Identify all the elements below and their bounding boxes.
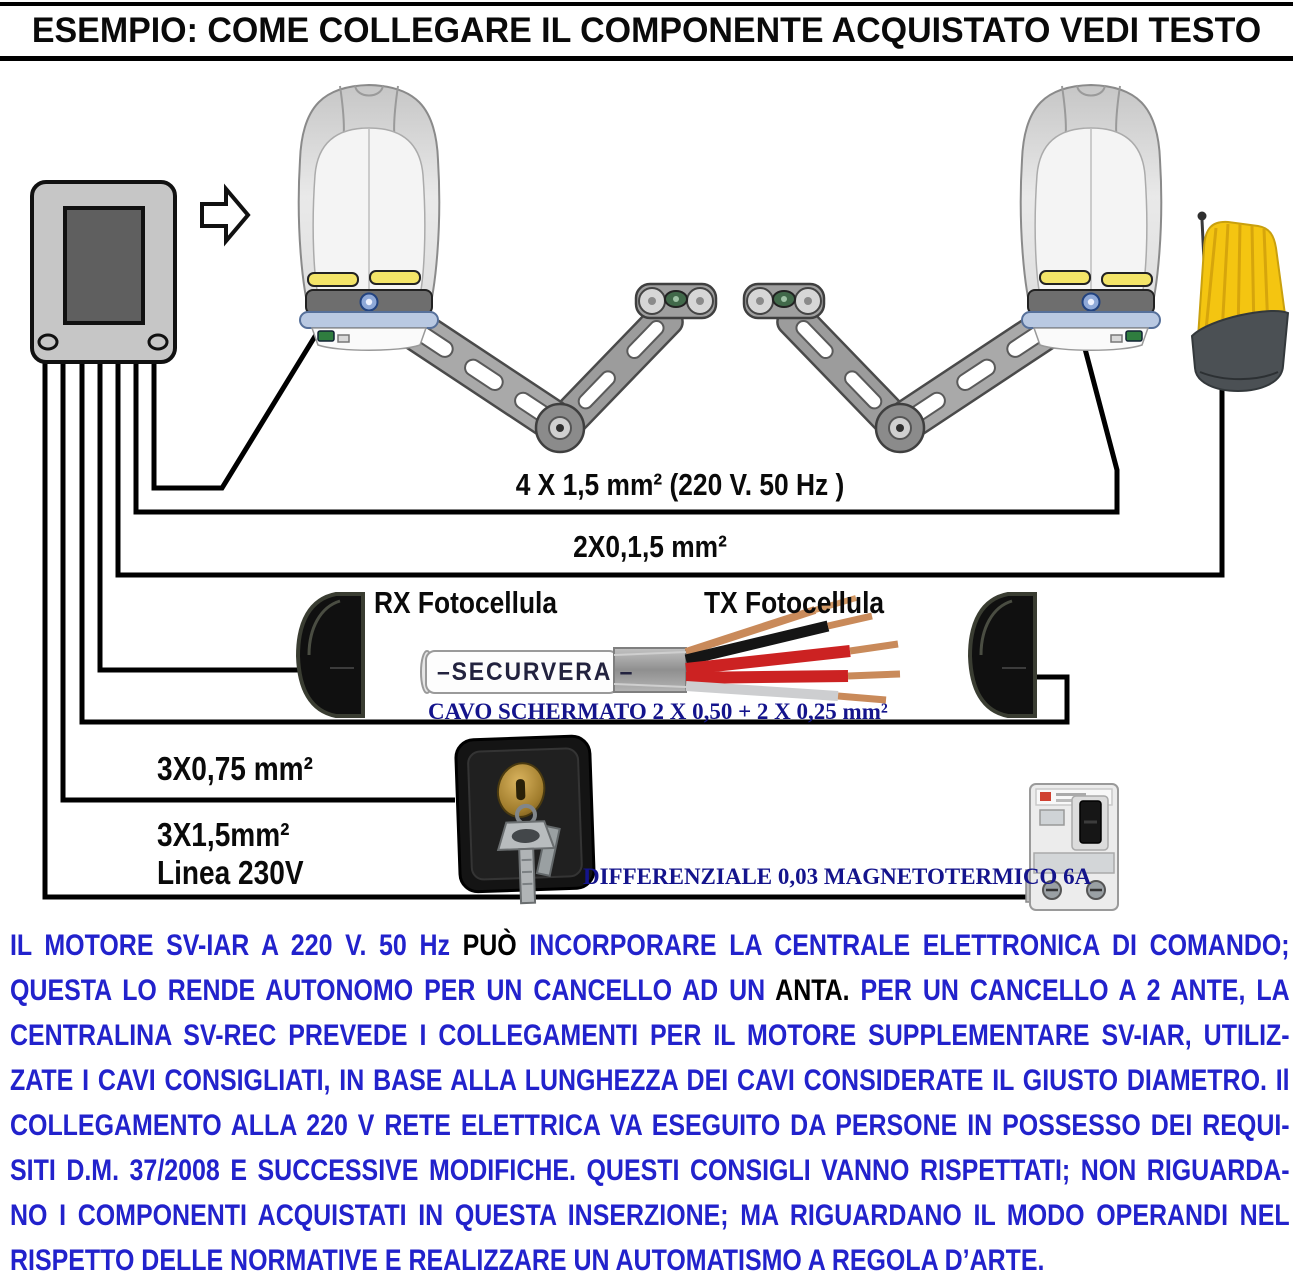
control-unit	[32, 182, 175, 362]
label-breaker: DIFFERENZIALE 0,03 MAGNETOTERMICO 6A	[583, 864, 1092, 889]
key-switch	[455, 736, 595, 906]
label-cable-motors: 4 X 1,5 mm² (220 V. 50 Hz )	[515, 467, 845, 502]
label-cable-lamp: 2X0,1,5 mm²	[573, 529, 727, 564]
paragraph-line: SITI D.M. 37/2008 E SUCCESSIVE MODIFICHE. QUESTI CONSIGLI VANNO RISPETTATI; NON RIGUARDA-	[10, 1154, 1290, 1187]
rx-photocell-device	[298, 594, 363, 716]
label-rx-photocell: RX Fotocellula	[374, 585, 558, 620]
label-shielded-cable: CAVO SCHERMATO 2 X 0,50 + 2 X 0,25 mm²	[428, 699, 888, 724]
paragraph-line: CENTRALINA SV-REC PREVEDE I COLLEGAMENTI PER IL MOTORE SUPPLEMENTARE SV-IAR, UTILIZ-	[10, 1019, 1290, 1052]
paragraph-line: IL MOTORE SV-IAR A 220 V. 50 Hz PUÒ INCORPORARE LA CENTRALE ELETTRONICA DI COMANDO;	[10, 929, 1290, 962]
paragraph-line: COLLEGAMENTO ALLA 220 V RETE ELETTRICA VA ESEGUITO DA PERSONE IN POSSESSO DEI REQUI-	[10, 1109, 1290, 1142]
label-cable-powerline: 3X1,5mm²	[157, 816, 290, 853]
label-cable-brand: –SECURVERA –	[437, 658, 635, 686]
circuit-breaker	[1026, 784, 1118, 910]
label-line-voltage: Linea 230V	[157, 854, 304, 891]
wire-motor-left	[154, 333, 317, 488]
page-title: ESEMPIO: COME COLLEGARE IL COMPONENTE ACQUISTATO VEDI TESTO	[31, 11, 1262, 50]
flashing-lamp	[1192, 212, 1288, 392]
description-paragraph	[10, 923, 1293, 1283]
label-cable-keyswitch: 3X0,75 mm²	[157, 750, 313, 787]
arrow-right-icon	[202, 189, 248, 241]
paragraph-line: RISPETTO DELLE NORMATIVE E REALIZZARE UN AUTOMATISMO A REGOLA D’ARTE.	[10, 1244, 1045, 1277]
paragraph-line: ZATE I CAVI CONSIGLIATI, IN BASE ALLA LUNGHEZZA DEI CAVI CONSIDERATE IL GIUSTO DIAMETRO. Il	[10, 1064, 1290, 1097]
label-tx-photocell: TX Fotocellula	[704, 585, 885, 620]
tx-photocell-device	[970, 594, 1035, 716]
gate-bracket	[636, 284, 716, 318]
paragraph-line: NO I COMPONENTI ACQUISTATI IN QUESTA INSERZIONE; MA RIGUARDANO IL MODO OPERANDI NEL	[10, 1199, 1290, 1232]
gate-motor-left	[299, 85, 716, 452]
paragraph-line: QUESTA LO RENDE AUTONOMO PER UN CANCELLO AD UN ANTA. PER UN CANCELLO A 2 ANTE, LA	[10, 974, 1290, 1007]
